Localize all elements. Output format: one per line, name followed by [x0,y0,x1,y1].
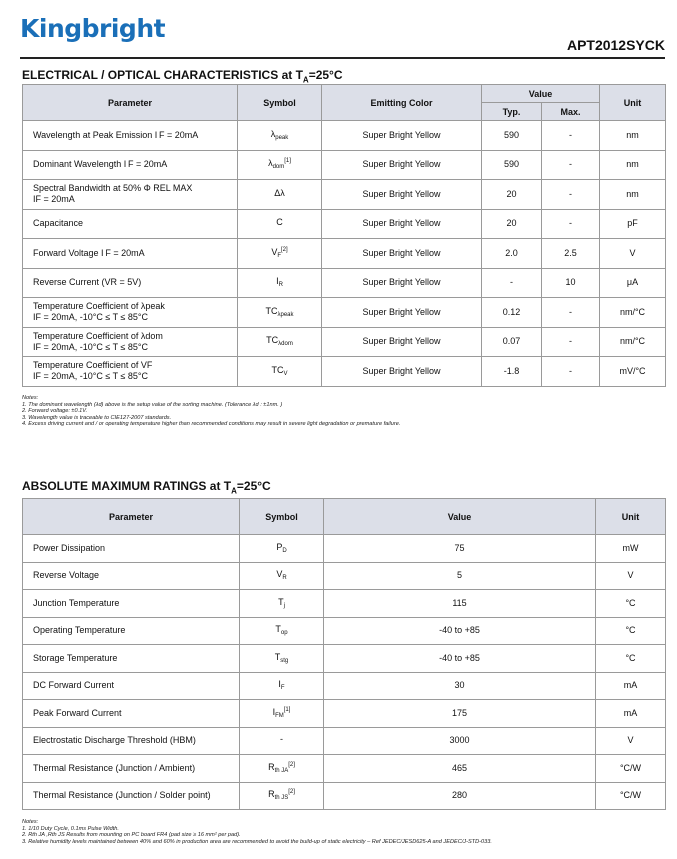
note-line: Notes: [22,395,39,401]
table-row [23,672,666,700]
color-cell: Super Bright Yellow [322,121,482,151]
table-row [23,755,666,783]
table-row [23,327,666,357]
note-line: 2. Rth JA ,Rth JS Results from mounting on PC board FR4 (pad size ≥ 16 mm² per pad). [22,832,241,839]
symbol-text: T [274,651,281,662]
parameter-text: Capacitance [33,218,84,229]
parameter-cell [23,180,238,210]
symbol-cell [238,357,322,387]
table-row [23,121,666,151]
electrical-notes [22,395,400,428]
color-cell: Super Bright Yellow [322,298,482,328]
max-cell: - [542,357,600,387]
symbol-text: TC [266,335,279,346]
symbol-cell [240,700,324,728]
table-row [23,180,666,210]
header-value: Value [482,85,600,103]
symbol-cell [240,782,324,810]
max-cell: - [542,180,600,210]
max-cell: 10 [542,268,600,298]
parameter-cell: DC Forward Current [23,672,240,700]
symbol-cell [240,535,324,563]
unit-cell: mA [596,672,666,700]
symbol-text: V [276,569,283,580]
parameter-cell: Junction Temperature [23,590,240,618]
parameter-condition: IF = 20mA [33,194,75,205]
parameter-text: Wavelength at Peak Emission I F = 20mA [33,129,199,140]
parameter-text: Forward Voltage I F = 20mA [33,247,145,258]
parameter-cell [23,298,238,328]
symbol-subscript: peak [275,134,289,141]
symbol-subscript: op [280,630,288,637]
parameter-condition: IF = 20mA, -10°C ≤ T ≤ 85°C [33,371,149,382]
symbol-cell [238,209,322,239]
unit-cell: mW [596,535,666,563]
electrical-optical-table [22,84,666,387]
color-cell: Super Bright Yellow [322,268,482,298]
parameter-cell: Reverse Voltage [23,562,240,590]
value-cell: 3000 [324,727,596,755]
value-cell: 175 [324,700,596,728]
parameter-text: Spectral Bandwidth at 50% Φ REL MAX [33,183,193,194]
symbol-text: R [268,789,275,800]
absolute-max-notes [22,819,492,845]
color-cell: Super Bright Yellow [322,150,482,180]
max-cell: - [542,298,600,328]
symbol-cell [238,298,322,328]
symbol-subscript: λpeak [277,311,294,318]
table-row [23,590,666,618]
kingbright-logo: Kingbright [20,14,166,43]
unit-cell: °C [596,645,666,673]
part-number: APT2012SYCK [566,37,665,53]
typ-cell: 590 [482,121,542,151]
color-cell: Super Bright Yellow [322,209,482,239]
color-cell: Super Bright Yellow [322,327,482,357]
typ-cell: 20 [482,209,542,239]
parameter-cell: Operating Temperature [23,617,240,645]
value-cell: 280 [324,782,596,810]
parameter-cell [23,239,238,269]
symbol-cell [240,617,324,645]
symbol-subscript: stg [280,657,289,664]
header-max: Max. [542,103,600,121]
symbol-text: λ [270,128,276,139]
symbol-subscript: j [283,602,285,609]
symbol-cell [240,755,324,783]
symbol-text: Δλ [274,187,285,198]
parameter-cell [23,327,238,357]
parameter-cell: Peak Forward Current [23,700,240,728]
note-line: 2. Forward voltage: ±0.1V. [22,408,88,415]
symbol-cell [238,239,322,269]
parameter-condition: IF = 20mA, -10°C ≤ T ≤ 85°C [33,312,149,323]
symbol-text: T [278,596,284,607]
parameter-cell [23,121,238,151]
parameter-cell: Storage Temperature [23,645,240,673]
symbol-subscript: dom [272,164,285,171]
unit-cell: °C/W [596,755,666,783]
table-row [23,645,666,673]
symbol-cell [238,121,322,151]
parameter-text: Dominant Wavelength I F = 20mA [33,159,168,170]
absolute-max-ratings-table [22,498,666,810]
table-row [23,209,666,239]
symbol-subscript: th JA [274,767,289,774]
symbol-subscript: F [280,685,285,692]
unit-cell: nm [600,150,666,180]
max-cell: - [542,150,600,180]
header-parameter: Parameter [23,85,238,121]
typ-cell: 20 [482,180,542,210]
parameter-text: Reverse Current (VR = 5V) [33,277,142,288]
unit-cell: V [596,562,666,590]
symbol-subscript: R [278,282,283,289]
header-divider [20,57,665,59]
max-cell: - [542,327,600,357]
symbol-text: T [275,624,281,635]
note-line: 3. Relative humidity levels maintained between 40% and 60% in production area are recommended to avoid the build-up of static electricity – Ref JEDEC/JESD625-A and JEDEC/J-STD-033. [22,838,492,845]
table-row [23,700,666,728]
value-cell: 75 [324,535,596,563]
parameter-cell: Electrostatic Discharge Threshold (HBM) [23,727,240,755]
symbol-text: P [276,541,283,552]
parameter-cell [23,150,238,180]
note-line: 1. The dominant wavelength (λd) above is the setup value of the sorting machine. (Tolerance λd : ±1nm. ) [22,401,283,408]
value-cell: -40 to +85 [324,645,596,673]
symbol-subscript: th JS [274,795,289,802]
parameter-cell: Thermal Resistance (Junction / Ambient) [23,755,240,783]
symbol-subscript: λdom [278,341,293,348]
unit-cell: nm [600,121,666,151]
typ-cell: 590 [482,150,542,180]
parameter-cell: Thermal Resistance (Junction / Solder point) [23,782,240,810]
symbol-reference: [2] [288,789,295,796]
table-row [23,535,666,563]
symbol-text: V [271,246,278,257]
symbol-cell [238,327,322,357]
symbol-text: TC [271,364,284,375]
symbol-cell [240,727,324,755]
symbol-text: λ [268,158,273,169]
unit-cell: mA [596,700,666,728]
color-cell: Super Bright Yellow [322,239,482,269]
color-cell: Super Bright Yellow [322,180,482,210]
symbol-text: I [278,679,281,690]
symbol-cell [238,268,322,298]
typ-cell: 0.07 [482,327,542,357]
value-cell: 115 [324,590,596,618]
symbol-subscript: FM [275,712,284,719]
section-title-absolute-max: ABSOLUTE MAXIMUM RATINGS at $T_A=25^\circ C$ [22,479,271,496]
symbol-reference: [2] [281,246,288,253]
typ-cell: 0.12 [482,298,542,328]
unit-cell: pF [600,209,666,239]
symbol-reference: [1] [284,158,291,165]
symbol-text: C [276,217,283,228]
typ-cell: - [482,268,542,298]
table-row [23,727,666,755]
table-row [23,298,666,328]
value-cell: -40 to +85 [324,617,596,645]
symbol-text: I [276,276,279,287]
typ-cell: 2.0 [482,239,542,269]
note-line: 3. Wavelength value is traceable to CIE127-2007 standards. [22,414,172,421]
table-row [23,268,666,298]
unit-cell: nm/°C [600,298,666,328]
unit-cell: °C/W [596,782,666,810]
parameter-cell [23,268,238,298]
value-cell: 465 [324,755,596,783]
header-unit: Unit [600,85,666,121]
table-row [23,782,666,810]
color-cell: Super Bright Yellow [322,357,482,387]
note-line: 4. Excess driving current and / or operating temperature higher than recommended conditions may result in severe light degradation or premature failure. [22,421,401,428]
unit-cell: nm [600,180,666,210]
parameter-text: Temperature Coefficient of λdom [33,330,163,341]
symbol-subscript: V [283,370,288,377]
typ-cell: -1.8 [482,357,542,387]
symbol-reference: [2] [288,761,295,768]
symbol-text: TC [265,305,278,316]
symbol-cell [238,150,322,180]
symbol-subscript: F [277,252,281,259]
parameter-text: Temperature Coefficient of VF [33,360,153,371]
symbol-cell [240,672,324,700]
symbol-subscript: R [282,575,287,582]
header-parameter: Parameter [23,499,240,535]
parameter-cell [23,357,238,387]
unit-cell: °C [596,590,666,618]
unit-cell: nm/°C [600,327,666,357]
unit-cell: mV/°C [600,357,666,387]
symbol-cell [240,645,324,673]
value-cell: 5 [324,562,596,590]
max-cell: - [542,209,600,239]
symbol-cell [240,562,324,590]
section-title-electrical: ELECTRICAL / OPTICAL CHARACTERISTICS at $T_A=25^\circ C$ [22,68,343,85]
note-line: 1. 1/10 Duty Cycle, 0.1ms Pulse Width. [22,825,119,832]
symbol-text: R [268,761,275,772]
header-value: Value [324,499,596,535]
header-typ: Typ. [482,103,542,121]
parameter-cell [23,209,238,239]
symbol-text: I [272,706,276,717]
unit-cell: V [596,727,666,755]
unit-cell: V [600,239,666,269]
symbol-cell [240,590,324,618]
table-row [23,150,666,180]
table-row [23,617,666,645]
header-symbol: Symbol [238,85,322,121]
symbol-text: - [280,734,283,745]
table-row [23,562,666,590]
header-unit: Unit [596,499,666,535]
symbol-subscript: D [282,547,287,554]
parameter-cell: Power Dissipation [23,535,240,563]
symbol-reference: [1] [283,706,291,713]
parameter-condition: IF = 20mA, -10°C ≤ T ≤ 85°C [33,341,149,352]
table-row [23,239,666,269]
unit-cell: μA [600,268,666,298]
symbol-cell [238,180,322,210]
note-line: Notes: [22,819,39,825]
parameter-text: Temperature Coefficient of λpeak [33,301,165,312]
unit-cell: °C [596,617,666,645]
max-cell: - [542,121,600,151]
max-cell: 2.5 [542,239,600,269]
value-cell: 30 [324,672,596,700]
header-emitting-color: Emitting Color [322,85,482,121]
table-row [23,357,666,387]
header-symbol: Symbol [240,499,324,535]
